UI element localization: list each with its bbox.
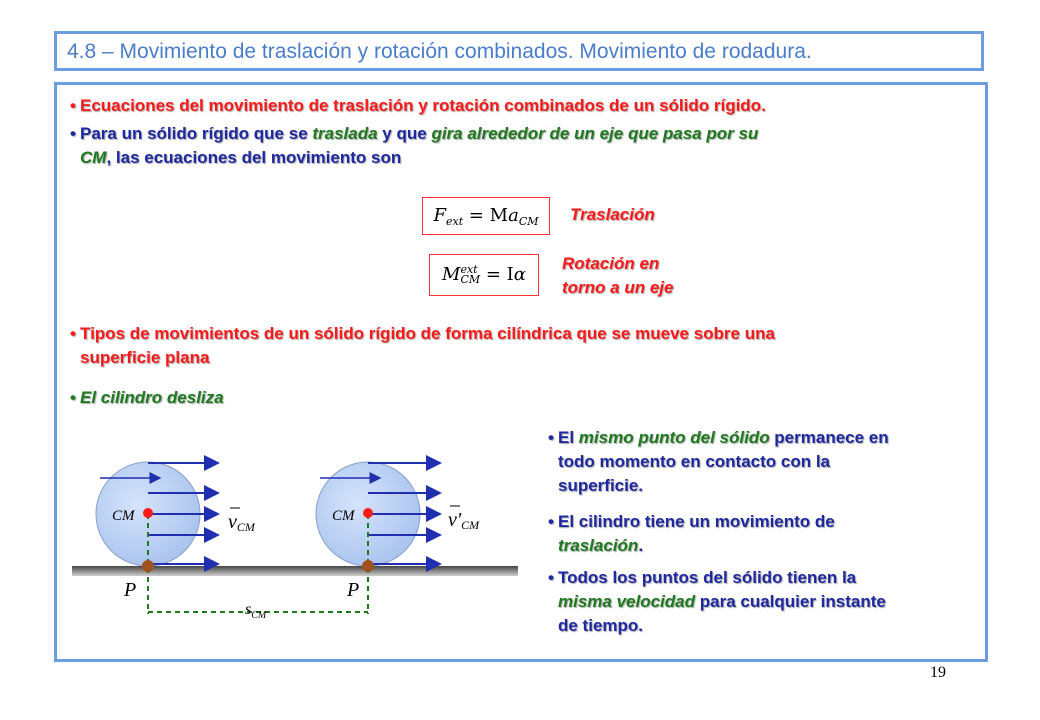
slides-bullet: • El cilindro desliza	[70, 388, 224, 407]
cm-label-2: CM	[332, 508, 355, 524]
s-sub: CM	[251, 610, 267, 621]
v-prime-label: v'	[448, 509, 462, 531]
label-rotacion-2: torno a un eje	[562, 278, 674, 297]
types-line-1: Tipos de movimientos de un sólido rígido de forma cilíndrica que se mueve sobre una	[80, 324, 775, 343]
cm-point-1	[143, 508, 153, 518]
eq-alpha: α	[513, 264, 526, 285]
eq-equals-I: = I	[480, 264, 514, 285]
heading-bullet-text: Ecuaciones del movimiento de traslación y rotación combinados de un sólido rígido.	[80, 96, 766, 115]
eq-a: a	[508, 205, 519, 226]
rb3-line3: de tiempo.	[558, 616, 644, 635]
velocity-prime-label	[448, 509, 480, 532]
intro-bullet: • Para un sólido rígido que se traslada y que gira alrededor de un eje que pasa por su CM, las ecuaciones del movimiento son	[70, 124, 759, 167]
eq-cm: CM	[518, 215, 539, 228]
s-label: s	[245, 601, 252, 618]
rb1-el: El	[558, 428, 579, 447]
right-bullet-2: • El cilindro tiene un movimiento de traslación.	[548, 512, 835, 555]
intro-traslada: traslada	[312, 124, 378, 143]
intro-text-2: y que	[377, 124, 432, 143]
page-number: 19	[930, 664, 946, 681]
eq-M: M	[442, 264, 461, 285]
rb1-rest: permanece en	[769, 428, 889, 447]
intro-text-3: , las ecuaciones del movimiento son	[106, 148, 402, 167]
rb3-line1: Todos los puntos del sólido tienen la	[558, 568, 857, 587]
types-bullet: • Tipos de movimientos de un sólido rígido de forma cilíndrica que se mueve sobre una superficie plana	[70, 324, 775, 367]
rb2-it: traslación	[558, 536, 639, 555]
eq-ext: ext	[445, 215, 464, 228]
label-rotacion-1: Rotación en	[562, 254, 660, 273]
heading-bullet: • Ecuaciones del movimiento de traslación y rotación combinados de un sólido rígido.	[70, 96, 766, 115]
p-label-1: P	[124, 579, 137, 601]
intro-cm: CM	[80, 148, 107, 167]
eq-F: F	[433, 205, 446, 226]
eq-rot-ext: ext	[460, 263, 478, 276]
types-line-2: superficie plana	[80, 348, 210, 367]
cm-point-2	[363, 508, 373, 518]
slides-bullet-text: El cilindro desliza	[80, 388, 224, 407]
v-sub: CM	[236, 520, 255, 534]
v-prime-sub: CM	[461, 518, 480, 532]
rb1-line3: superficie.	[558, 476, 644, 495]
p-label-2: P	[347, 579, 360, 601]
rb3-rest: para cualquier instante	[695, 592, 886, 611]
contact-point-1	[142, 560, 154, 572]
intro-text-1: Para un sólido rígido que se	[80, 124, 313, 143]
cm-label-1: CM	[112, 508, 135, 524]
displacement-label	[245, 601, 267, 621]
eq-equals-M: = M	[463, 205, 509, 226]
eq-rot-cm: CM	[460, 273, 481, 286]
right-bullet-1: • El mismo punto del sólido permanece en todo momento en contacto con la superficie.	[548, 428, 889, 495]
v-label: v	[228, 511, 237, 533]
ground-surface	[72, 566, 518, 576]
page-title: 4.8 – Movimiento de traslación y rotación combinados. Movimiento de rodadura.	[67, 40, 812, 63]
intro-gira: gira alrededor de un eje que pasa por su	[431, 124, 759, 143]
label-traslacion: Traslación	[570, 205, 655, 224]
rb2-line1: El cilindro tiene un movimiento de	[558, 512, 835, 531]
rb1-it: mismo punto del sólido	[578, 428, 770, 447]
rb2-dot: .	[638, 536, 644, 555]
right-bullet-3: • Todos los puntos del sólido tienen la misma velocidad para cualquier instante de tiempo.	[548, 568, 886, 635]
rb1-line2: todo momento en contacto con la	[558, 452, 831, 471]
contact-point-2	[362, 560, 374, 572]
rb3-it: misma velocidad	[558, 592, 696, 611]
velocity-label	[228, 511, 256, 534]
